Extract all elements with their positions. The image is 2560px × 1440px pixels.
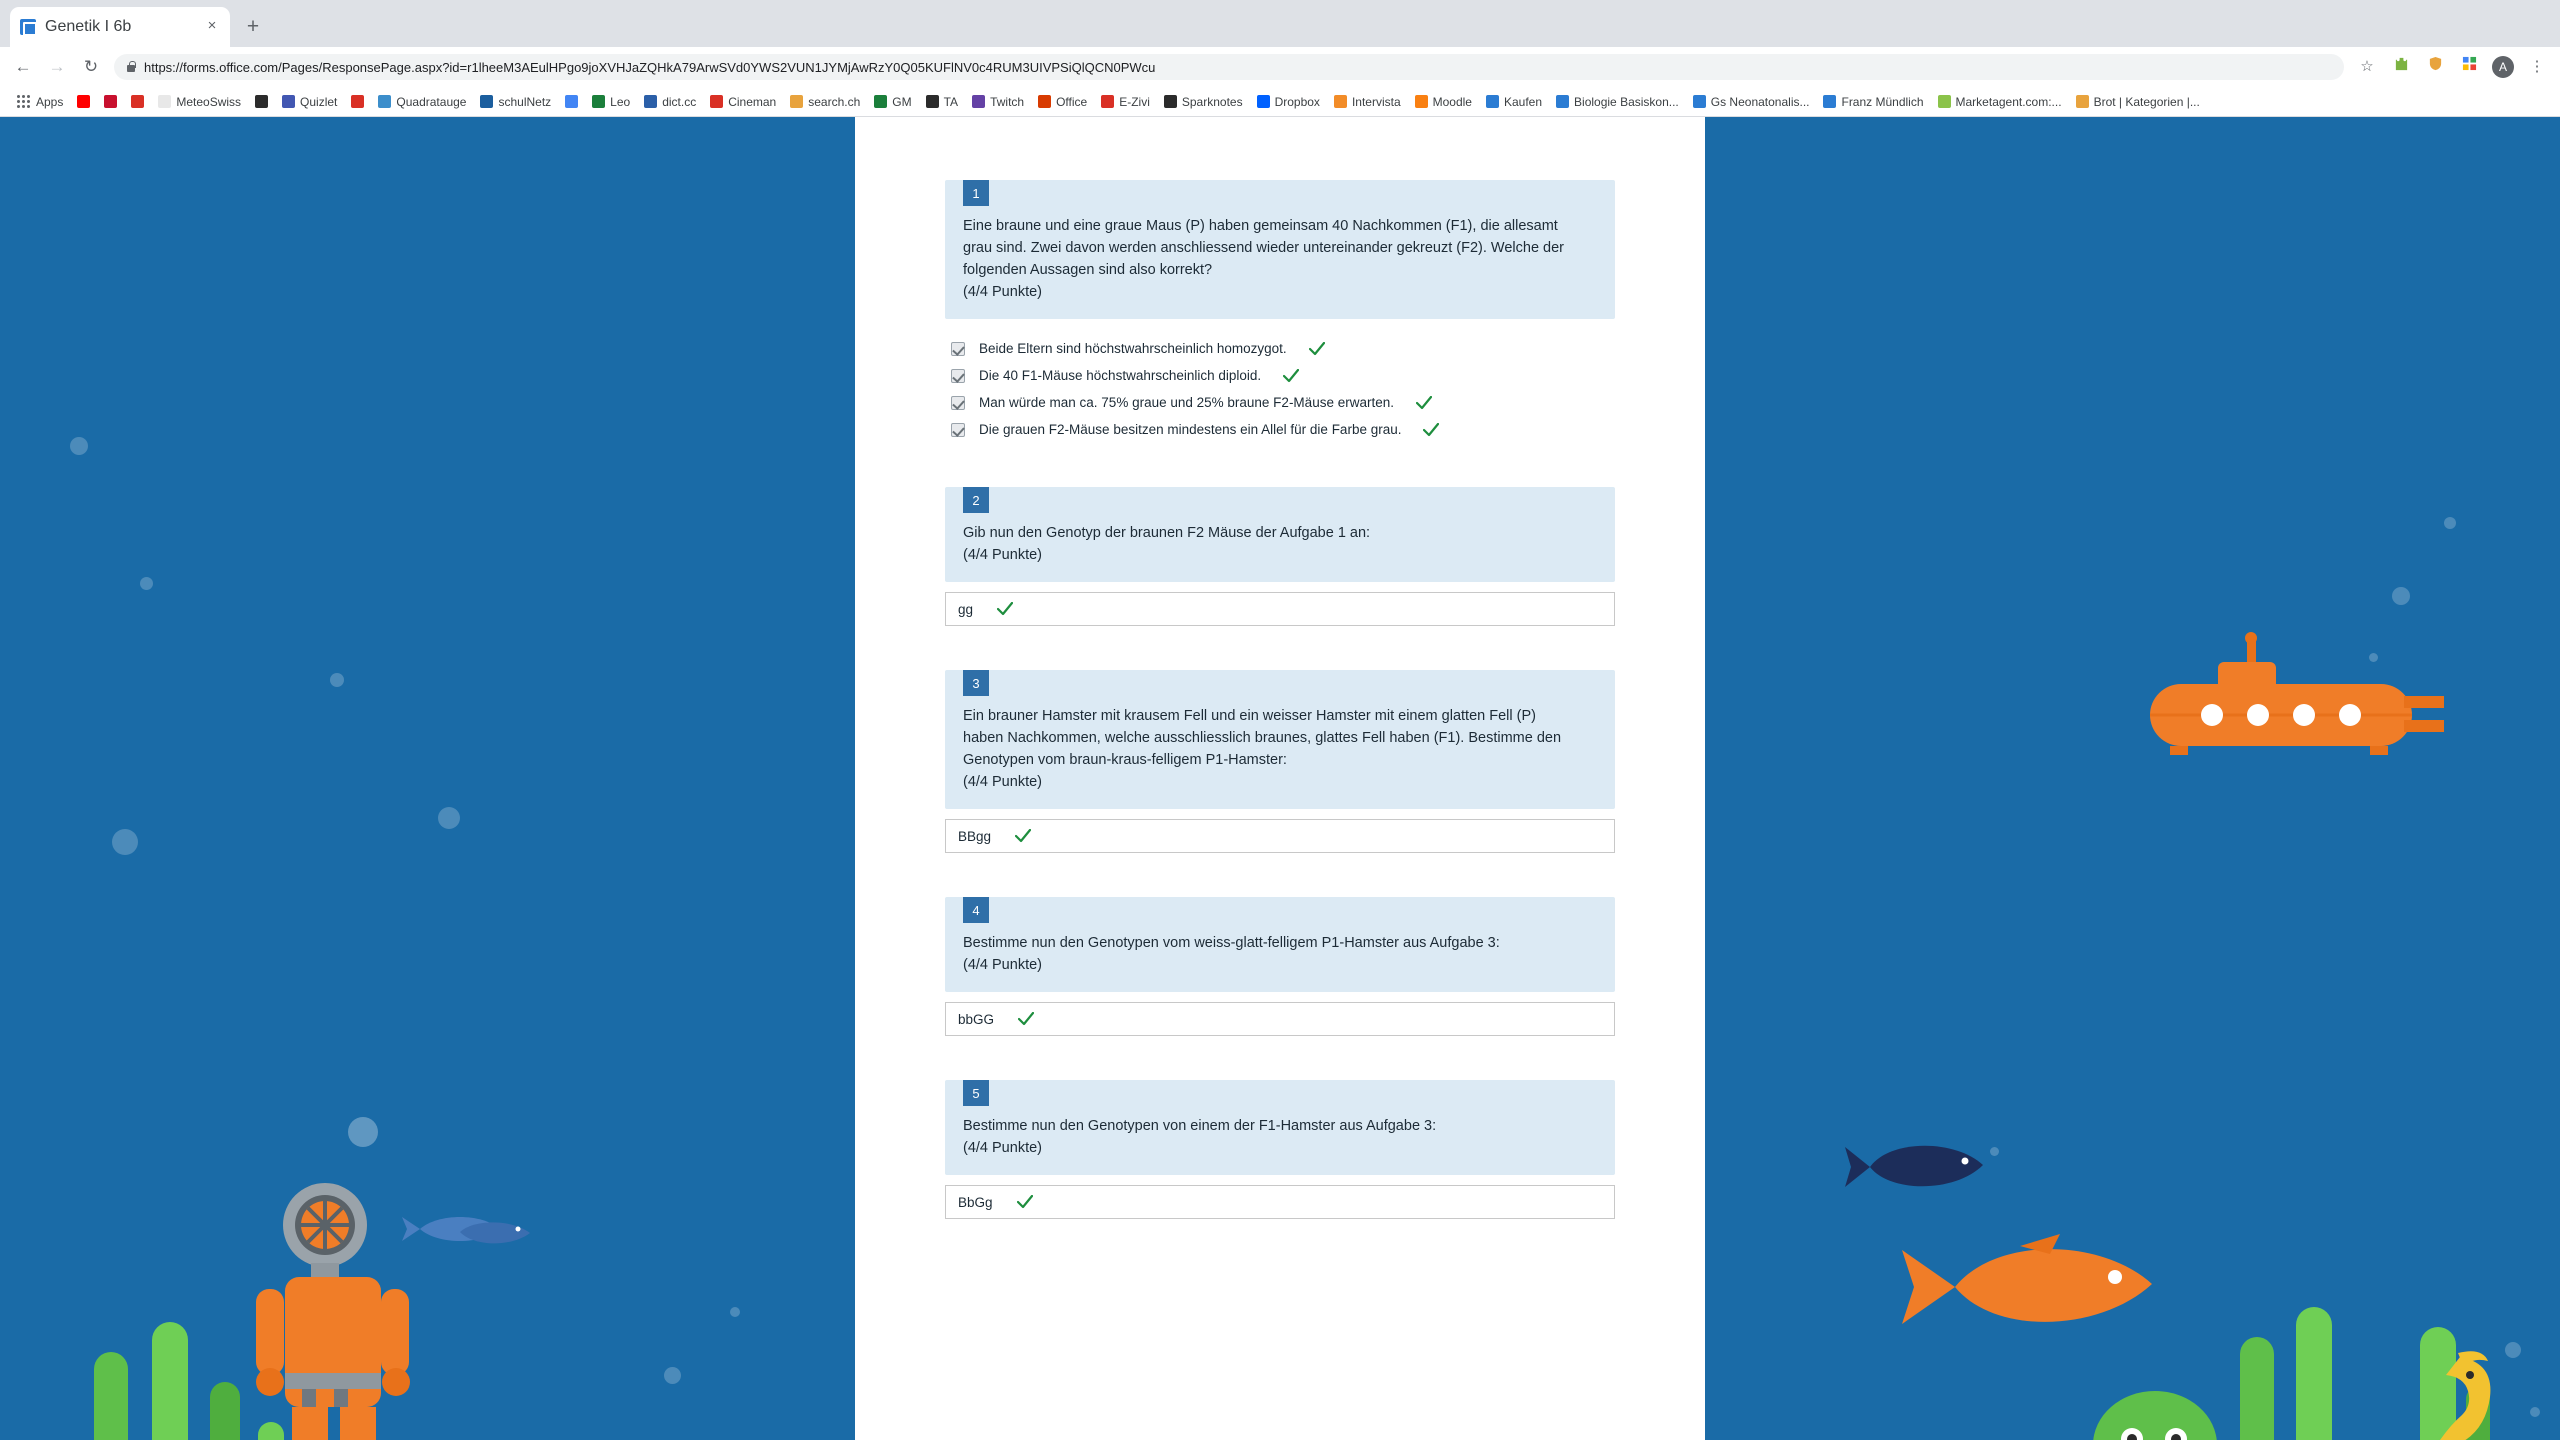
ezivi-icon [1101,95,1114,108]
bookmark-item[interactable] [703,92,783,112]
bookmark-item[interactable] [1094,92,1157,112]
bookmark-item[interactable] [558,92,585,111]
question-card [945,487,1615,582]
bookmark-item[interactable] [1479,92,1549,112]
question-number-badge: 2 [963,487,989,513]
bookmark-item[interactable] [637,92,703,112]
bookmark-item[interactable] [275,92,344,112]
bookmark-label: Biologie Basiskon... [1574,94,1679,109]
bookmark-label: Dropbox [1274,94,1320,109]
twitch-icon [972,95,985,108]
answer-value: BbGg [958,1194,993,1210]
answer-options [945,335,1615,443]
correct-check-icon [1018,1012,1034,1026]
dropbox-icon [1257,95,1270,108]
quadrat-icon [378,95,391,108]
doc-icon [1556,95,1569,108]
octopus-illustration [2060,1387,2250,1440]
bookmark-item[interactable] [70,92,97,111]
correct-check-icon [1309,342,1325,356]
bookmark-item[interactable] [10,92,70,112]
puzzle-icon[interactable] [2390,56,2412,78]
address-bar[interactable] [114,54,2344,80]
apps-grid-icon [17,95,31,109]
bookmark-label: Kaufen [1503,94,1543,109]
bookmark-item[interactable] [1031,92,1094,112]
question-number-badge: 3 [963,670,989,696]
browser-menu-icon[interactable]: ⋮ [2529,58,2545,75]
sparknotes-icon [1164,95,1177,108]
option-label: Die grauen F2-Mäuse besitzen mindestens ein Allel für die Farbe grau. [979,422,1402,437]
lock-icon [126,61,136,73]
doc-icon [1693,95,1706,108]
forward-icon[interactable]: → [48,57,66,76]
answer-text-field[interactable] [945,592,1615,626]
bookmark-label: Apps [36,94,64,109]
correct-check-icon [997,602,1013,616]
tagesanzeiger-icon [926,95,939,108]
bubble [438,807,460,829]
checkbox-icon[interactable] [951,396,965,410]
office-icon [1038,95,1051,108]
bookmark-star-icon[interactable]: ☆ [2360,58,2374,75]
brot-icon [2076,95,2089,108]
bubble [664,1367,681,1384]
submarine-illustration [2140,632,2450,772]
bookmark-item[interactable] [1408,92,1479,112]
bookmark-label: Intervista [1351,94,1401,109]
bubble [330,673,344,687]
bookmark-label: dict.cc [662,94,697,109]
meteoswiss-icon [158,95,171,108]
forms-icon [20,19,36,35]
bookmark-label: E-Zivi [1119,94,1150,109]
searchch-icon [790,95,803,108]
bubble [140,577,153,590]
answer-value: bbGG [958,1011,995,1027]
question-card [945,897,1615,992]
form-questions-list [855,117,1705,1219]
shield-red-icon [131,95,144,108]
answer-text-field[interactable] [945,1185,1615,1219]
correct-check-icon [1423,423,1439,437]
question-text: Bestimme nun den Genotypen vom weiss-glatt-felligem P1-Hamster aus Aufgabe 3: [963,935,1500,951]
bookmark-item[interactable] [1157,92,1250,112]
question-number-badge: 4 [963,897,989,923]
correct-check-icon [1416,396,1432,410]
bubble [2444,517,2456,529]
bookmark-item[interactable] [1549,92,1686,112]
bookmark-label: schulNetz [498,94,552,109]
bookmark-item[interactable] [248,92,275,111]
question-text: Bestimme nun den Genotypen von einem der F1-Hamster aus Aufgabe 3: [963,1118,1437,1134]
url-text: https://forms.office.com/Pages/ResponsePage.aspx?id=r1lheeM3AEulHPgo9joXVHJaZQHkA79ArwSVd0YWS2VUN1JYMjAwRzY0Q05KUFlNV0c4RUM3UIVPSiQlQCN0PWcu [144,59,1156,75]
bookmark-label: MeteoSwiss [176,94,242,109]
kaufen-icon [1486,95,1499,108]
bookmark-item[interactable] [371,92,473,112]
tab-title: Genetik I 6b [45,18,132,35]
dictcc-icon [644,95,657,108]
small-fish-illustration [690,1435,800,1440]
checkbox-option[interactable] [945,335,1615,362]
dark-fish-illustration [1845,1137,1995,1197]
google-g-icon [565,95,578,108]
leo-icon [592,95,605,108]
close-icon[interactable]: × [207,17,217,34]
tab-strip [0,0,2560,47]
gmail-icon [874,95,887,108]
checkbox-option[interactable] [945,362,1615,389]
bookmark-label: Brot | Kategorien |... [2093,94,2200,109]
question-text: Ein brauner Hamster mit krausem Fell und ein weisser Hamster mit einem glatten Fell (P) haben Nachkommen, welche ausschliesslich braunes, glattes Fell haben (F1). Bestimme den Genotypen vom braun-kraus-felligem P1-Hamster: [963,708,1562,768]
question-card [945,180,1615,319]
bubble [348,1117,378,1147]
question-number-badge: 5 [963,1080,989,1106]
option-label: Man würde man ca. 75% graue und 25% braune F2-Mäuse erwarten. [979,395,1394,410]
question-points: (4/4 Punkte) [963,547,1042,563]
question-points: (4/4 Punkte) [963,284,1042,300]
cineman-icon [710,95,723,108]
question-points: (4/4 Punkte) [963,1140,1042,1156]
seahorse-illustration [2400,1347,2510,1440]
schulnetz-icon [480,95,493,108]
question-card [945,1080,1615,1175]
bookmark-label: Quadratauge [396,94,467,109]
bookmark-label: Quizlet [300,94,338,109]
marketagent-icon [1938,95,1951,108]
new-tab-button[interactable]: + [246,15,260,38]
bookmark-item[interactable] [1250,92,1327,112]
answer-text-field[interactable] [945,819,1615,853]
bookmark-item[interactable] [473,92,558,112]
correct-check-icon [1017,1195,1033,1209]
bookmark-label: Franz Mündlich [1841,94,1924,109]
checkbox-option[interactable] [945,416,1615,443]
bookmark-label: Sparknotes [1181,94,1243,109]
bookmark-item[interactable] [124,92,151,111]
quizlet-icon [282,95,295,108]
bubble [730,1307,740,1317]
bookmark-item[interactable] [965,92,1031,112]
bookmark-label: Leo [610,94,631,109]
correct-check-icon [1015,829,1031,843]
moodle-icon [1415,95,1428,108]
option-label: Beide Eltern sind höchstwahrscheinlich homozygot. [979,341,1287,356]
forms-response-pane [855,117,1705,1440]
bookmark-item[interactable] [1816,92,1930,112]
bookmarks-bar [0,87,2560,117]
bookmark-item[interactable] [585,92,637,112]
bookmark-item[interactable] [783,92,867,112]
question-points: (4/4 Punkte) [963,957,1042,973]
checkbox-icon[interactable] [951,423,965,437]
bookmark-label: Cineman [728,94,777,109]
bubble [2530,1407,2540,1417]
bookmark-label: Moodle [1432,94,1472,109]
answer-value: BBgg [958,828,992,844]
answer-value: gg [958,601,974,617]
bookmark-label: Twitch [990,94,1025,109]
grid-icon[interactable] [2458,56,2480,78]
option-label: Die 40 F1-Mäuse höchstwahrscheinlich diploid. [979,368,1262,383]
bookmark-item[interactable] [2069,92,2207,112]
seaweed-illustration [80,1312,310,1440]
bubble [70,437,88,455]
checkbox-icon[interactable] [951,369,965,383]
question-number-badge: 1 [963,180,989,206]
n-icon [104,95,117,108]
shield-icon[interactable] [2424,56,2446,78]
question-text: Eine braune und eine graue Maus (P) haben gemeinsam 40 Nachkommen (F1), die allesamt grau sind. Zwei davon werden anschliessend wieder untereinander gekreuzt (F2). Welche der folgenden Aussagen sind also korrekt? [963,218,1564,278]
bookmark-item[interactable] [867,92,918,112]
abc-icon [351,95,364,108]
bookmark-label: GM [892,94,912,109]
youtube-icon [77,95,90,108]
bookmark-label: TA [943,94,959,109]
bookmark-item[interactable] [344,92,371,111]
back-icon[interactable]: ← [14,57,32,76]
intervista-icon [1334,95,1347,108]
bookmark-item[interactable] [919,92,965,112]
browser-tab[interactable] [10,7,230,47]
checkbox-option[interactable] [945,389,1615,416]
question-card [945,670,1615,809]
doc-icon [1823,95,1836,108]
bubble [2392,587,2410,605]
browser-toolbar [0,47,2560,87]
profile-avatar[interactable]: A [2492,56,2514,78]
bookmark-label: Gs Neonatonalis... [1710,94,1810,109]
bookmark-item[interactable] [1931,92,2069,112]
page-viewport [0,117,2560,1440]
orange-fish-illustration [1900,1232,2170,1342]
question-points: (4/4 Punkte) [963,774,1042,790]
checkbox-icon[interactable] [951,342,965,356]
question-text: Gib nun den Genotyp der braunen F2 Mäuse der Aufgabe 1 an: [963,525,1371,541]
bookmark-label: search.ch [808,94,861,109]
bookmark-item[interactable] [1327,92,1408,112]
bookmark-label: Marketagent.com:... [1955,94,2062,109]
correct-check-icon [1283,369,1299,383]
bookmark-label: Office [1056,94,1088,109]
photos-icon [255,95,268,108]
bookmark-item[interactable] [151,92,248,112]
bookmark-item[interactable] [97,92,124,111]
bubble [112,829,138,855]
reload-icon[interactable]: ↻ [83,57,99,76]
bookmark-item[interactable] [1686,92,1817,112]
answer-text-field[interactable] [945,1002,1615,1036]
